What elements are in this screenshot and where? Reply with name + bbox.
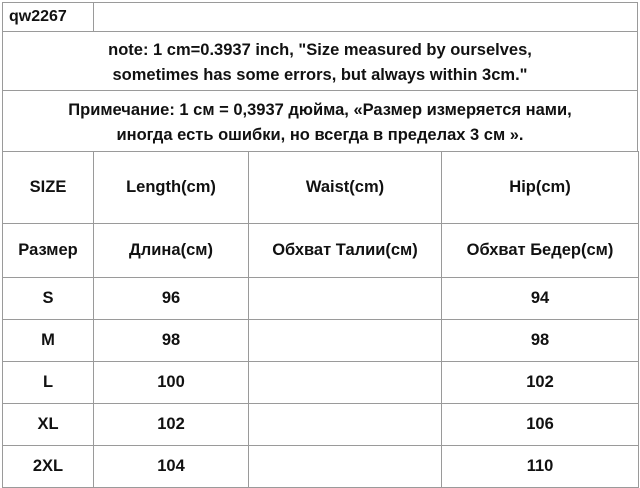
length-cell: 96	[94, 278, 249, 320]
header-waist: Waist(cm)	[249, 152, 442, 224]
header-waist-ru: Обхват Талии(см)	[249, 224, 442, 278]
header-hip: Hip(cm)	[442, 152, 639, 224]
table-row	[3, 446, 639, 488]
note-english	[2, 31, 638, 91]
length-cell: 104	[94, 446, 249, 488]
hip-cell: 98	[442, 320, 639, 362]
length-cell: 98	[94, 320, 249, 362]
waist-cell	[249, 362, 442, 404]
note-russian-line-1: Примечание: 1 см = 0,3937 дюйма, «Размер измеряется нами,	[68, 101, 572, 119]
size-cell: M	[3, 320, 94, 362]
header-length: Length(cm)	[94, 152, 249, 224]
note-english-line-1: note: 1 cm=0.3937 inch, "Size measured by ourselves,	[108, 41, 532, 59]
header-length-ru: Длина(см)	[94, 224, 249, 278]
size-cell: S	[3, 278, 94, 320]
hip-cell: 110	[442, 446, 639, 488]
size-cell: XL	[3, 404, 94, 446]
length-cell: 100	[94, 362, 249, 404]
product-code: qw2267	[2, 2, 94, 32]
size-table	[2, 151, 639, 488]
size-cell: L	[3, 362, 94, 404]
header-size-ru: Размер	[3, 224, 94, 278]
note-russian-line-2: иногда есть ошибки, но всегда в пределах 3 см ».	[116, 126, 524, 144]
code-row-empty-cell	[93, 2, 638, 32]
table-row	[3, 320, 639, 362]
header-hip-ru: Обхват Бедер(см)	[442, 224, 639, 278]
size-cell: 2XL	[3, 446, 94, 488]
table-row	[3, 278, 639, 320]
note-russian	[2, 90, 638, 152]
hip-cell: 94	[442, 278, 639, 320]
hip-cell: 102	[442, 362, 639, 404]
header-row-english	[3, 152, 639, 224]
waist-cell	[249, 320, 442, 362]
waist-cell	[249, 446, 442, 488]
waist-cell	[249, 404, 442, 446]
table-row	[3, 404, 639, 446]
hip-cell: 106	[442, 404, 639, 446]
header-size: SIZE	[3, 152, 94, 224]
length-cell: 102	[94, 404, 249, 446]
table-row	[3, 362, 639, 404]
waist-cell	[249, 278, 442, 320]
header-row-russian	[3, 224, 639, 278]
note-english-line-2: sometimes has some errors, but always within 3cm."	[112, 66, 528, 84]
